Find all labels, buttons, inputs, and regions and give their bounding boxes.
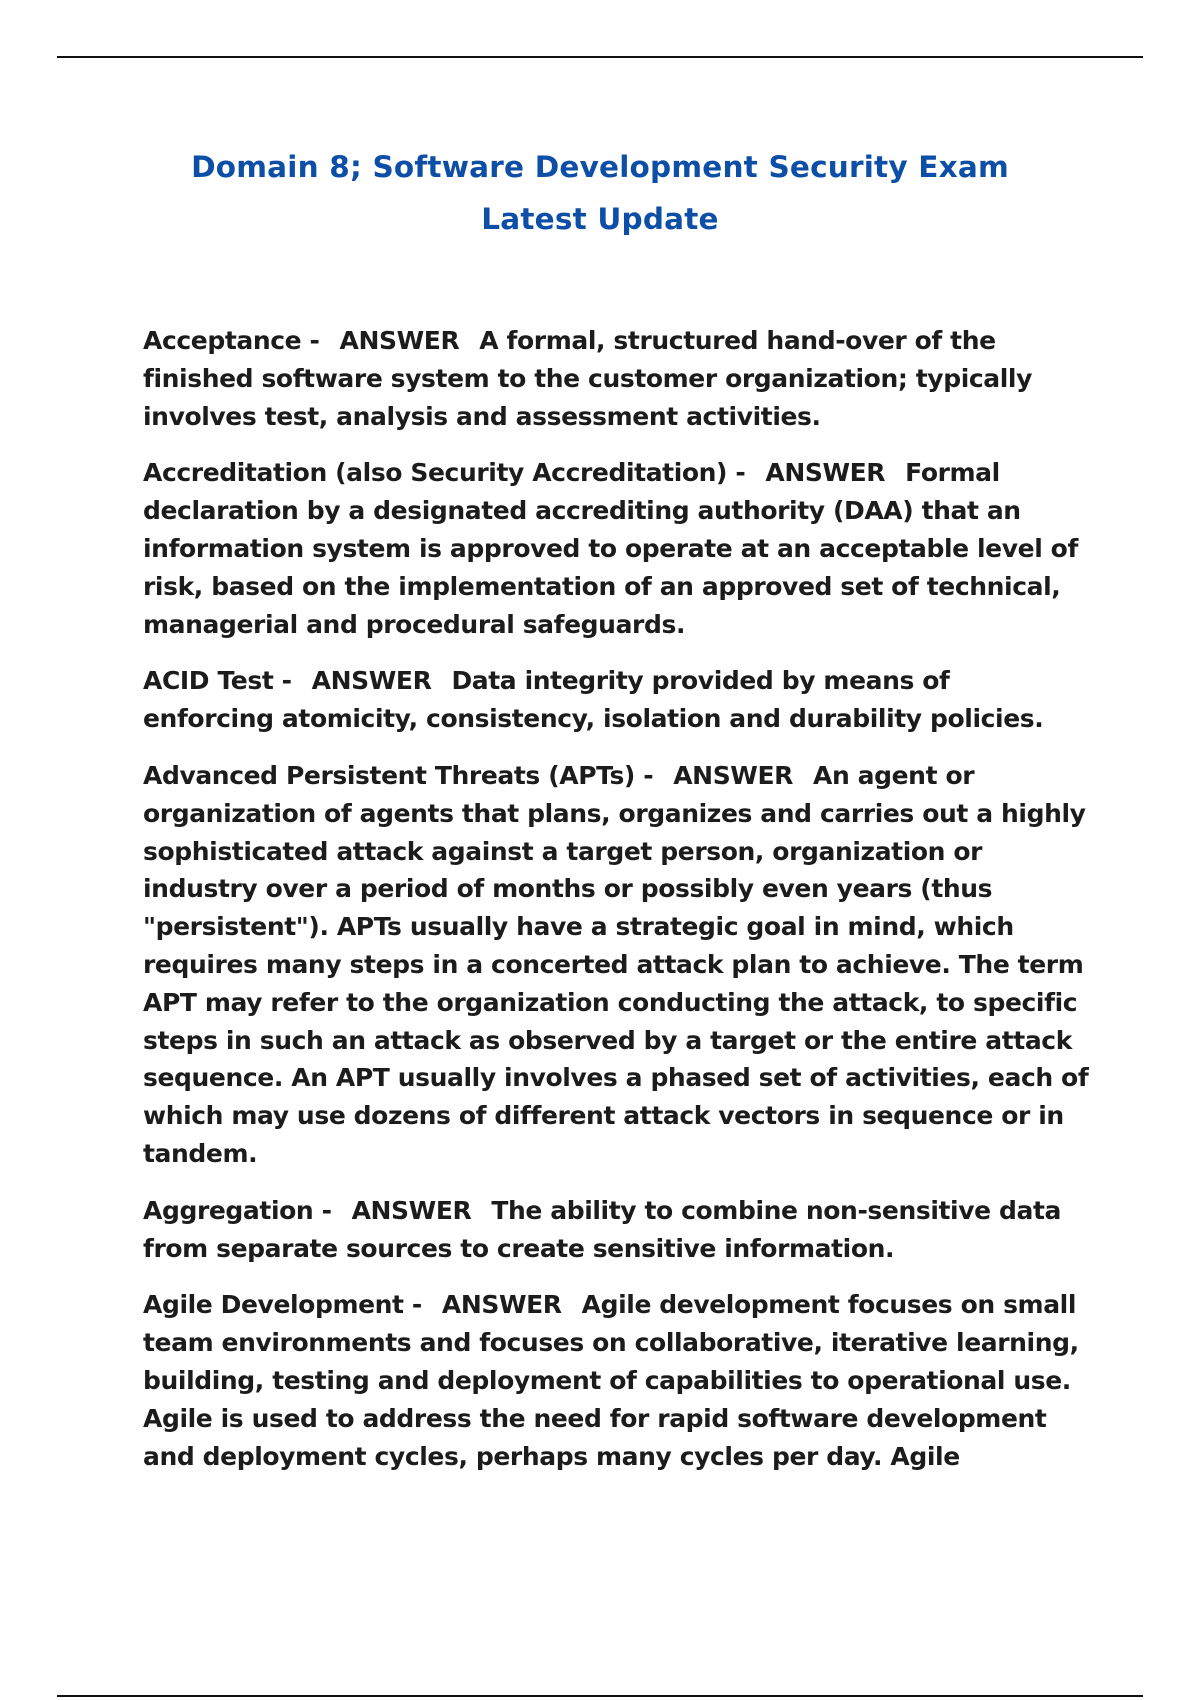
entry-definition-line: finished software system to the customer organization; typically bbox=[143, 363, 1032, 393]
entry-term: Accreditation (also Security Accreditation) - bbox=[143, 458, 746, 488]
document-title bbox=[100, 141, 1100, 245]
title-line-1: Domain 8; Software Development Security Exam bbox=[191, 150, 1009, 184]
entry-definition-line: enforcing atomicity, consistency, isolation and durability policies. bbox=[143, 704, 1044, 734]
entry-definition-line: building, testing and deployment of capabilities to operational use. bbox=[143, 1365, 1071, 1395]
entry-definition-start: Data integrity provided by means of bbox=[451, 666, 950, 696]
entry-first-line bbox=[143, 1286, 1093, 1324]
entry-definition-line: information system is approved to operate at an acceptable level of bbox=[143, 533, 1078, 563]
entry-term: Agile Development - bbox=[143, 1290, 422, 1320]
entry-definition-line: involves test, analysis and assessment activities. bbox=[143, 401, 821, 431]
entry-definition-start: Formal bbox=[905, 458, 1000, 488]
entry-definition-line: organization of agents that plans, organizes and carries out a highly bbox=[143, 798, 1086, 828]
entry-first-line bbox=[143, 1192, 1093, 1230]
entry-term: ACID Test - bbox=[143, 666, 292, 696]
entry-first-line bbox=[143, 757, 1093, 795]
glossary-entries bbox=[143, 322, 1093, 1494]
glossary-entry bbox=[143, 662, 1093, 738]
entry-first-line bbox=[143, 322, 1093, 360]
top-rule bbox=[57, 56, 1143, 58]
entry-definition-start: The ability to combine non-sensitive data bbox=[491, 1195, 1061, 1225]
entry-definition-line: declaration by a designated accrediting authority (DAA) that an bbox=[143, 496, 1021, 526]
entry-definition-line: which may use dozens of different attack vectors in sequence or in bbox=[143, 1101, 1064, 1131]
entry-definition-line: industry over a period of months or possibly even years (thus bbox=[143, 874, 993, 904]
entry-definition-line: team environments and focuses on collaborative, iterative learning, bbox=[143, 1328, 1079, 1358]
answer-label: ANSWER bbox=[351, 1195, 472, 1225]
bottom-rule bbox=[57, 1695, 1143, 1697]
entry-definition-start: A formal, structured hand-over of the bbox=[479, 326, 996, 355]
entry-definition-line: risk, based on the implementation of an approved set of technical, bbox=[143, 571, 1061, 601]
answer-label: ANSWER bbox=[441, 1290, 562, 1320]
glossary-entry bbox=[143, 454, 1093, 643]
glossary-entry bbox=[143, 757, 1093, 1173]
entry-first-line bbox=[143, 454, 1093, 492]
entry-definition-line: from separate sources to create sensitive information. bbox=[143, 1233, 895, 1263]
entry-term: Advanced Persistent Threats (APTs) - bbox=[143, 760, 654, 790]
glossary-entry bbox=[143, 1192, 1093, 1268]
entry-definition-line: sequence. An APT usually involves a phased set of activities, each of bbox=[143, 1063, 1089, 1093]
title-line-2: Latest Update bbox=[481, 202, 719, 236]
entry-definition-line: requires many steps in a concerted attack plan to achieve. The term bbox=[143, 949, 1084, 979]
entry-term: Aggregation - bbox=[143, 1195, 332, 1225]
entry-term: Acceptance - bbox=[143, 326, 320, 355]
answer-label: ANSWER bbox=[311, 666, 432, 696]
answer-label: ANSWER bbox=[673, 760, 794, 790]
entry-definition-line: and deployment cycles, perhaps many cycles per day. Agile bbox=[143, 1441, 960, 1471]
entry-first-line bbox=[143, 662, 1093, 700]
entry-definition-line: sophisticated attack against a target person, organization or bbox=[143, 836, 983, 866]
glossary-entry bbox=[143, 1286, 1093, 1475]
answer-label: ANSWER bbox=[765, 458, 886, 488]
entry-definition-line: tandem. bbox=[143, 1138, 258, 1168]
answer-label: ANSWER bbox=[339, 326, 460, 355]
entry-definition-start: An agent or bbox=[813, 760, 975, 790]
entry-definition-line: APT may refer to the organization conducting the attack, to specific bbox=[143, 987, 1078, 1017]
entry-definition-line: "persistent"). APTs usually have a strategic goal in mind, which bbox=[143, 912, 1014, 942]
entry-definition-line: Agile is used to address the need for rapid software development bbox=[143, 1403, 1047, 1433]
entry-definition-line: steps in such an attack as observed by a target or the entire attack bbox=[143, 1025, 1072, 1055]
glossary-entry bbox=[143, 322, 1093, 435]
entry-definition-start: Agile development focuses on small bbox=[581, 1290, 1077, 1320]
entry-definition-line: managerial and procedural safeguards. bbox=[143, 609, 686, 639]
